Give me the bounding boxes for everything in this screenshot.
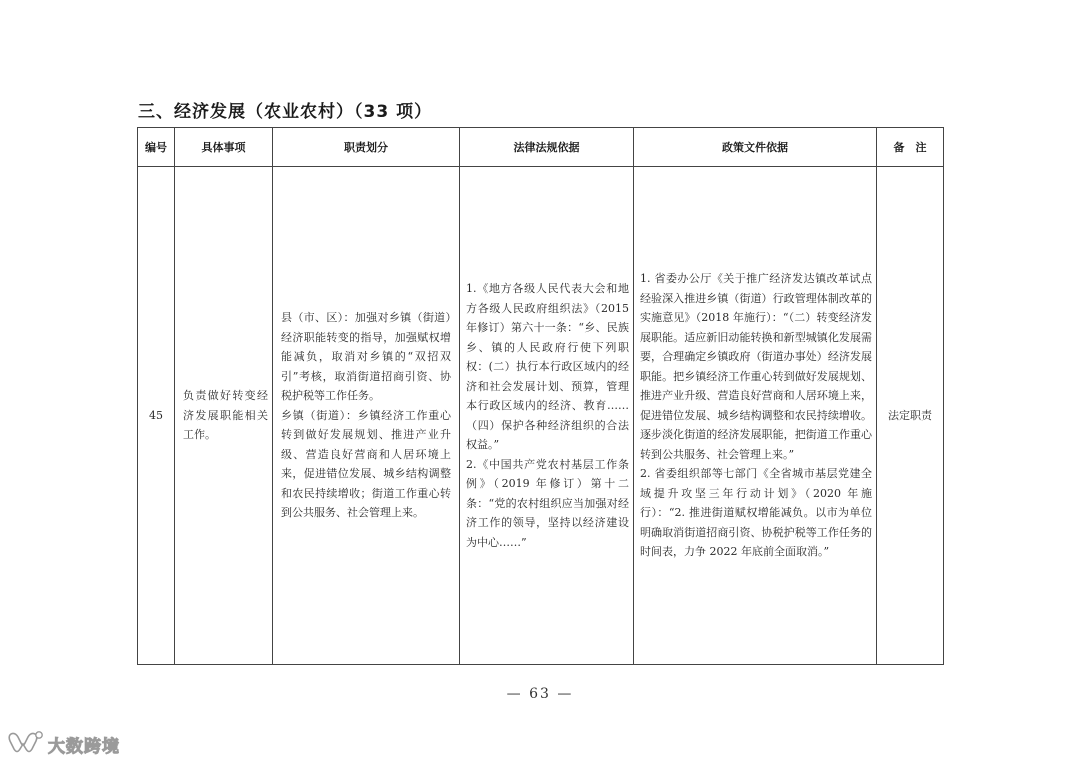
watermark-text: 大数跨境: [48, 736, 120, 757]
header-item: 具体事项: [175, 128, 273, 167]
row-number: 45: [138, 167, 175, 665]
law-basis-2: 2.《中国共产党农村基层工作条例》（2019 年修订）第十二条：“党的农村组织应当加强对经济工作的领导，坚持以经济建设为中心……”: [466, 457, 629, 549]
policy-basis-2: 2. 省委组织部等七部门《全省城市基层党建全域提升攻坚三年行动计划》（2020 年施行）：“2. 推进街道赋权增能减负。以市为单位明确取消街道招商引资、协税护税等工作任务的时间表，力争 2022 年底前全面取消。”: [640, 467, 872, 559]
table-header-row: [138, 128, 944, 167]
row-policy: [634, 167, 877, 665]
row-item: 负责做好转变经济发展职能相关工作。: [175, 167, 273, 665]
section-title: 三、经济发展（农业农村）（33 项）: [138, 102, 433, 122]
wechat-channel-icon: [8, 729, 44, 759]
duty-county: 县（市、区）：加强对乡镇（街道）经济职能转变的指导，加强赋权增能减负，取消对乡镇的“双招双引”考核，取消街道招商引资、协税护税等工作任务。: [281, 311, 451, 403]
policy-basis-1: 1. 省委办公厅《关于推广经济发达镇改革试点经验深入推进乡镇（街道）行政管理体制改革的实施意见》（2018 年施行）：“（二）转变经济发展职能。适应新旧动能转换和新型城镇化发展需要，合理确定乡镇政府（街道办事处）经济发展职能。把乡镇经济工作重心转到做好发展规划、推进产业升级、营造良好营商和人居环境上来，促进错位发展、城乡结构调整和农民持续增收。逐步淡化街道的经济发展职能，把街道工作重心转到公共服务、社会管理上来。”: [640, 272, 872, 461]
row-duty: [273, 167, 460, 665]
responsibility-table: [137, 127, 944, 665]
watermark: [8, 728, 120, 760]
row-remark: 法定职责: [877, 167, 944, 665]
header-duty: 职责划分: [273, 128, 460, 167]
header-law: 法律法规依据: [460, 128, 634, 167]
header-policy: 政策文件依据: [634, 128, 877, 167]
table-row: [138, 167, 944, 665]
duty-town: 乡镇（街道）：乡镇经济工作重心转到做好发展规划、推进产业升级、营造良好营商和人居环境上来，促进错位发展、城乡结构调整和农民持续增收；街道工作重心转到公共服务、社会管理上来。: [281, 408, 451, 520]
row-law: [460, 167, 634, 665]
law-basis-1: 1.《地方各级人民代表大会和地方各级人民政府组织法》（2015 年修订）第六十一条：“乡、民族乡、镇的人民政府行使下列职权：(二）执行本行政区域内的经济和社会发展计划、预算，管理本行政区域内的经济、教育……（四）保护各种经济组织的合法权益。”: [466, 282, 629, 451]
page-number: — 63 —: [506, 686, 574, 702]
header-number: 编号: [138, 128, 175, 167]
header-remark: 备 注: [877, 128, 944, 167]
